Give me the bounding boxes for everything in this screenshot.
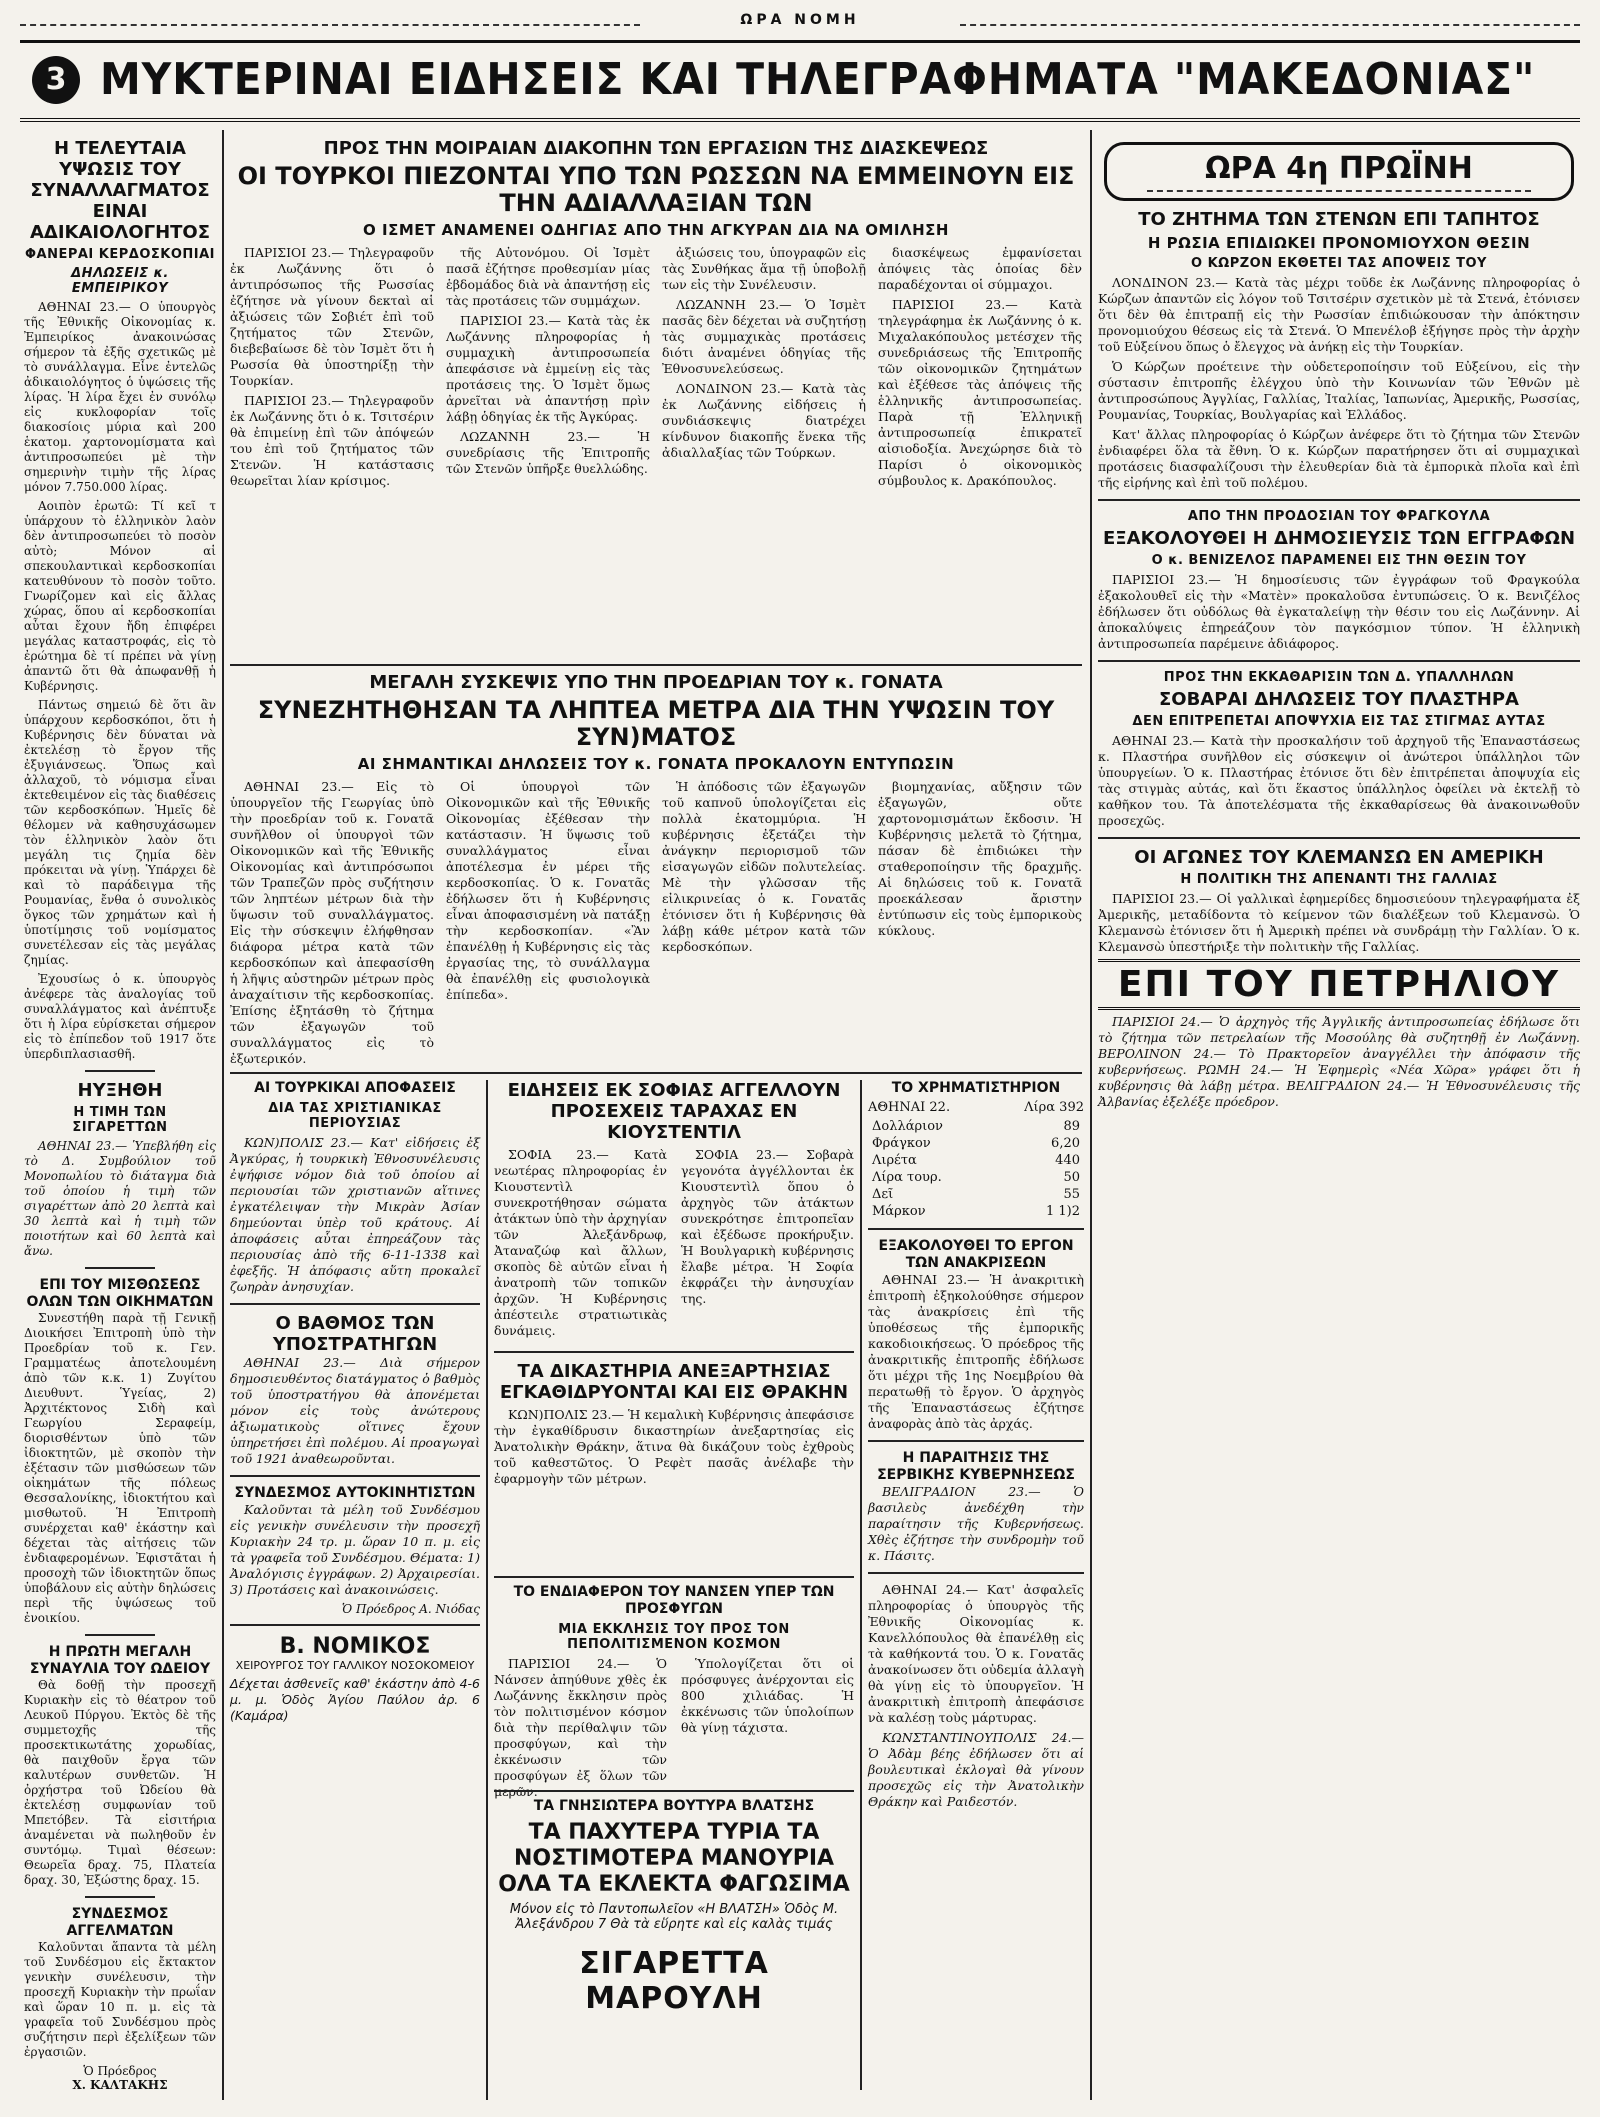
- headline: Ο ΒΑΘΜΟΣ ΤΩΝ ΥΠΟΣΤΡΑΤΗΓΩΝ: [272, 1313, 438, 1355]
- subheadline: Η ΠΟΛΙΤΙΚΗ ΤΗΣ ΑΠΕΝΑΝΤΙ ΤΗΣ ΓΑΛΛΙΑΣ: [1180, 872, 1498, 887]
- article-text: ΛΩΖΑΝΝΗ 23.— Ὁ Ἰσμὲτ πασᾶς δὲν δέχεται νὰ συζητήσῃ τὰς συμμαχικὰς προτάσεις διότι ἀναμένει ὁδηγίας τῆς Ἐθνοσυνελεύσεως.: [662, 297, 866, 376]
- ad-line: ΣΙΓΑΡΕΤΤΑ ΜΑΡΟΥΛΗ: [579, 1946, 769, 2016]
- article-text: ΛΟΝΔΙΝΟΝ 23.— Κατὰ τὰς μέχρι τοῦδε ἐκ Λωζάννης πληροφορίας ὁ Κώρζων ἀπαντῶν εἰς λόγον τοῦ Τσιτσέριν σχετικὸν μὲ τὰ Στενά, ἐτόνισεν ὅτι δὲν θὰ ἐπιτραπῇ εἰς τὴν Ρωσσίαν ἐπιδιώκουσαν τὴν ἀπόκτησιν προνομιούχου θέσεως εἰς τὰ Στενά. Ὁ Μπενέλοβ ἐξήγησε πρὸς τὴν ἀρχὴν τοῦ Εὐξείνου ὅπως ὁ ἔλεγχος νὰ ἀνήκῃ εἰς τὴν Τουρκίαν.: [1098, 275, 1580, 354]
- page-number: 3: [32, 56, 80, 104]
- subheadline: Η ΡΩΣΙΑ ΕΠΙΔΙΩΚΕΙ ΠΡΟΝΟΜΙΟΥΧΟΝ ΘΕΣΙΝ: [1147, 234, 1531, 252]
- article-text: ΛΩΖΑΝΝΗ 23.— Ἡ συνεδρίασις τῆς Ἐπιτροπῆς τῶν Στενῶν ὑπῆρξε θυελλώδης.: [446, 429, 650, 476]
- divider: [85, 1070, 155, 1072]
- divider: [868, 1440, 1084, 1442]
- folio-line: [20, 10, 1580, 43]
- headline: ΕΠΙ ΤΟΥ ΠΕΤΡΗΛΙΟΥ: [1098, 959, 1580, 1010]
- bourse-date: ΑΘΗΝΑΙ 22.: [868, 1100, 951, 1115]
- headline: ΗΥΞΗΘΗ: [77, 1080, 163, 1101]
- currency-rate: 50: [1063, 1170, 1080, 1185]
- article-text: βιομηχανίας, αὔξησιν τῶν ἐξαγωγῶν, οὔτε χαρτονομισμάτων ἔκδοσιν. Ἡ Κυβέρνησις μελετᾶ τὸ ζήτημα, πάσαν δὲ ἐπιδιώκει τὴν σταθεροποίησιν τῆς δραχμῆς. Αἱ δηλώσεις τοῦ κ. Γονατᾶ προεκάλεσαν ἄριστην ἐντύπωσιν εἰς τοὺς ἐμπορικοὺς κύκλους.: [878, 779, 1082, 938]
- signature-title: Ὁ Πρόεδρος: [83, 2064, 157, 2078]
- currency-name: Δολλάριον: [872, 1119, 943, 1134]
- headline: ΣΟΒΑΡΑΙ ΔΗΛΩΣΕΙΣ ΤΟΥ ΠΛΑΣΤΗΡΑ: [1159, 689, 1519, 710]
- center-middle-story: [230, 672, 1082, 1067]
- section-rule: [494, 1790, 854, 1792]
- kicker: ΠΡΟΣ ΤΗΝ ΜΟΙΡΑΙΑΝ ΔΙΑΚΟΠΗΝ ΤΩΝ ΕΡΓΑΣΙΩΝ ΤΗΣ ΔΙΑΣΚΕΨΕΩΣ: [323, 138, 989, 159]
- currency-rate: 55: [1063, 1187, 1080, 1202]
- subheadline: ΔΕΝ ΕΠΙΤΡΕΠΕΤΑΙ ΑΠΟΨΥΧΙΑ ΕΙΣ ΤΑΣ ΣΤΙΓΜΑΣ ΑΥΤΑΣ: [1132, 714, 1546, 729]
- article-text: διασκέψεως ἐμφανίσεται ἀπόψεις τὰς ὁποίας δὲν παραδέχονται οἱ σύμμαχοι.: [878, 245, 1082, 292]
- left-column: [24, 138, 216, 2103]
- subheadline: ΦΑΝΕΡΑΙ ΚΕΡΔΟΣΚΟΠΙΑΙ: [24, 247, 216, 262]
- article-text: ΑΘΗΝΑΙ 23.— Ὑπεβλήθη εἰς τὸ Δ. Συμβούλιον τοῦ Μονοπωλίου τὸ διάταγμα διὰ τοῦ ὁποίου ἡ τιμὴ τῶν σιγαρέττων ἀπὸ 20 λεπτὰ καὶ 30 λεπτὰ καὶ ἡ τιμὴ τῶν ποιοτήτων καὶ 60 λεπτὰ καὶ ἄνω.: [24, 1139, 216, 1258]
- article-text: Καλοῦνται ἅπαντα τὰ μέλη τοῦ Συνδέσμου εἰς ἔκτακτον γενικὴν συνέλευσιν, τὴν προσεχῆ Κυριακὴν τὴν πρωΐαν καὶ ὥραν 10 π. μ. εἰς τὰ γραφεῖα τοῦ Συνδέσμου πρὸς συζήτησιν περὶ ἐξελίξεων τῶν ἐργασιῶν.: [24, 1940, 216, 2059]
- bourse-row: [868, 1135, 1084, 1152]
- doctor-ad: [230, 1634, 480, 1724]
- headline: Η ΠΑΡΑΙΤΗΣΙΣ ΤΗΣ ΣΕΡΒΙΚΗΣ ΚΥΒΕΡΝΗΣΕΩΣ: [877, 1450, 1075, 1483]
- bourse-row: [868, 1186, 1084, 1203]
- article-text: ΚΩΝ)ΠΟΛΙΣ 23.— Κατ' εἰδήσεις ἐξ Ἀγκύρας, ἡ τουρκικὴ Ἐθνοσυνέλευσις ἐψήφισε νόμον διὰ τοῦ ὁποίου αἱ περιουσίαι τῶν χριστιανῶν αἵτινες ἐγκατέλειψαν τὴν Μικρὰν Ἀσίαν δημεύονται ὑπὲρ τοῦ κράτους. Αἱ ἀποφάσεις αὗται ἐπηρεάζουν τὰς περιουσίας ἀπὸ τῆς 6-11-1338 καὶ ἐφεξῆς. Ἡ ἀπόφασις αὕτη προκαλεῖ ζωηρὰν ἀνησυχίαν.: [230, 1135, 480, 1294]
- headline: ΤΟ ΕΝΔΙΑΦΕΡΟΝ ΤΟΥ ΝΑΝΣΕΝ ΥΠΕΡ ΤΩΝ ΠΡΟΣΦΥΓΩΝ: [513, 1584, 835, 1617]
- bourse-headline: ΤΟ ΧΡΗΜΑΤΙΣΤΗΡΙΟΝ: [891, 1080, 1061, 1096]
- currency-rate: 440: [1055, 1153, 1080, 1168]
- article-text: ΛΟΝΔΙΝΟΝ 23.— Κατὰ τὰς ἐκ Λωζάννης εἰδήσεις ἡ συνδιάσκεψις διατρέχει κίνδυνον διακοπῆς ἕνεκα τῆς ἀδιαλλαξίας τῶν Τούρκων.: [662, 381, 866, 460]
- advertisement: [494, 1798, 854, 2098]
- article-text: ΑΘΗΝΑΙ 23.— Κατὰ τὴν προσκαλήσιν τοῦ ἀρχηγοῦ τῆς Ἐπαναστάσεως κ. Πλαστήρα συνῆλθον εἰς σύσκεψιν οἱ ἀνώτεροι ὑπάλληλοι τῶν ὑπουργείων. Ὁ κ. Πλαστήρας ἐτόνισε ὅτι δὲν ἐπιτρέπεται ἀποψυχία εἰς τὰς στιγμὰς αὐτάς, καὶ ὅτι ἕκαστος ὑπάλληλος ὀφείλει νὰ ἐκτελῇ τὸ καθῆκον του. Τὰ ἀποτελέσματα τῆς ἐκκαθαρίσεως θὰ ἀνακοινωθοῦν προσεχῶς.: [1098, 733, 1580, 828]
- article-text: ΠΑΡΙΣΙΟΙ 23.— Οἱ γαλλικαὶ ἐφημερίδες δημοσιεύουν τηλεγραφήματα ἐξ Ἀμερικῆς, μεταδίδοντα τὸ κείμενον τῶν διαλέξεων τοῦ Κλεμανσὼ. Ὁ Κλεμανσὼ ἐτόνισεν ὅτι ἡ Ἀμερικὴ πρέπει νὰ συνδράμῃ τὴν Γαλλίαν. Ὁ κ. Κλεμανσὼ ὑπεστήριξε τὴν πολιτικὴν τῆς Γαλλίας.: [1098, 891, 1580, 954]
- currency-name: Λιρέτα: [872, 1153, 917, 1168]
- edition-box: [1104, 142, 1574, 201]
- kicker: ΠΡΟΣ ΤΗΝ ΕΚΚΑΘΑΡΙΣΙΝ ΤΩΝ Δ. ΥΠΑΛΛΗΛΩΝ: [1163, 670, 1515, 685]
- headline: ΤΟ ΖΗΤΗΜΑ ΤΩΝ ΣΤΕΝΩΝ ΕΠΙ ΤΑΠΗΤΟΣ: [1138, 209, 1540, 230]
- article-text: ΑΘΗΝΑΙ 23.— Διὰ σήμερον δημοσιευθέντος διατάγματος ὁ βαθμὸς τοῦ ὑποστρατήγου θὰ ἀπονέμεται μόνον εἰς τοὺς ἀνώτερους ἀξιωματικοὺς οἵτινες ἔχουν ὑπηρετήσει ἐπὶ πολέμου. Αἱ προαγωγαὶ τοῦ 1921 ἀναθεωροῦνται.: [230, 1355, 480, 1466]
- section-rule: [494, 1576, 854, 1578]
- folio-text: ΩΡΑ ΝΟΜΗ: [740, 12, 860, 28]
- headline: ΑΙ ΤΟΥΡΚΙΚΑΙ ΑΠΟΦΑΣΕΙΣ: [254, 1080, 456, 1096]
- headline-main: ΣΥΝΕΖΗΤΗΘΗΣΑΝ ΤΑ ΛΗΠΤΕΑ ΜΕΤΡΑ ΔΙΑ ΤΗΝ ΥΨΩΣΙΝ ΤΟΥ ΣΥΝ)ΜΑΤΟΣ: [257, 696, 1055, 751]
- bourse-pound: Λίρα 392: [1024, 1100, 1084, 1115]
- kicker: ΜΕΓΑΛΗ ΣΥΣΚΕΨΙΣ ΥΠΟ ΤΗΝ ΠΡΟΕΔΡΙΑΝ ΤΟΥ κ. ΓΟΝΑΤΑ: [369, 672, 943, 693]
- ad-line: ΤΑ ΠΑΧΥΤΕΡΑ ΤΥΡΙΑ ΤΑ ΝΟΣΤΙΜΟΤΕΡΑ ΜΑΝΟΥΡΙΑ ΟΛΑ ΤΑ ΕΚΛΕΚΤΑ ΦΑΓΩΣΙΜΑ: [498, 1820, 850, 1897]
- signature: Ὁ Πρόεδρος Α. Νιόδας: [341, 1602, 480, 1616]
- subheadline: ΔΗΛΩΣΕΙΣ κ. ΕΜΠΕΙΡΙΚΟΥ: [71, 266, 169, 296]
- article-text: Θὰ δοθῇ τὴν προσεχῆ Κυριακὴν εἰς τὸ θέατρον τοῦ Λευκοῦ Πύργου. Ἐκτὸς δὲ τῆς συμμετοχῆς τῆς προσεκτικωτάτης χορωδίας, θὰ παιχθοῦν ἔργα τῶν καλυτέρων συνθετῶν. Ἡ ὀρχήστρα τοῦ Ὠδείου θὰ ἐκτελέσῃ συμφωνίαν τοῦ Μπετόβεν. Τὰ εἰσιτήρια ἀναμένεται νὰ πωληθοῦν ἐν συντόμῳ. Τιμαὶ θέσεων: Θεωρεῖα δραχ. 75, Πλατεία δραχ. 30, Ἐξώστης δραχ. 15.: [24, 1678, 216, 1887]
- divider: [230, 1303, 480, 1305]
- divider: [85, 1267, 155, 1269]
- divider: [85, 1896, 155, 1898]
- subheadline: Ο ΙΣΜΕΤ ΑΝΑΜΕΝΕΙ ΟΔΗΓΙΑΣ ΑΠΟ ΤΗΝ ΑΓΚΥΡΑΝ ΔΙΑ ΝΑ ΟΜΙΛΗΣΗ: [363, 221, 949, 239]
- divider: [1098, 499, 1580, 501]
- currency-name: Λίρα τουρ.: [872, 1170, 942, 1185]
- article-text: ΠΑΡΙΣΙΟΙ 23.— Τηλεγραφοῦν ἐκ Λωζάννης ὅτι ὁ ἀντιπρόσωπος τῆς Ρωσσίας ἐζήτησε νὰ γίνουν δεκταὶ αἱ ἀξιώσεις τῶν Σοβιέτ ἐπὶ τοῦ ζητήματος τῶν Στενῶν, διεβεβαίωσε δὲ τὸν Ἰσμὲτ ὅτι ἡ Ρωσσία θὰ ὑποστηρίξῃ τὴν Τουρκίαν.: [230, 245, 434, 388]
- subheadline: Ο ΚΩΡΖΟΝ ΕΚΘΕΤΕΙ ΤΑΣ ΑΠΟΨΕΙΣ ΤΟΥ: [1191, 256, 1487, 271]
- edition-time: ΩΡΑ 4η ΠΡΩΪΝΗ: [1205, 151, 1473, 186]
- article-text: Οἱ ὑπουργοὶ τῶν Οἰκονομικῶν καὶ τῆς Ἐθνικῆς Οἰκονομίας ἐξέθεσαν τὴν κατάστασιν. Ἡ ὕψωσις τοῦ συναλλάγματος εἶναι ἀποτέλεσμα ἐν μέρει τῆς κερδοσκοπίας. Ὁ κ. Γονατᾶς ἐδήλωσεν ὅτι ἡ Κυβέρνησις εἶναι ἀποφασισμένη νὰ πατάξῃ τὴν κερδοσκοπίαν. «Ἂν ἐπανέλθῃ ἡ Κυβέρνησις εἰς τὰς ἐργασίας της, τὸ συνάλλαγμα θὰ ἐπανέλθῃ εἰς φυσιολογικὰ ἐπίπεδα».: [446, 779, 650, 1002]
- article-text: ΠΑΡΙΣΙΟΙ 23.— Κατὰ τηλεγράφημα ἐκ Λωζάννης ὁ κ. Μιχαλακόπουλος μετέσχεν τῆς συνεδριάσεως τῆς Ἐπιτροπῆς τῶν οἰκονομικῶν ζητημάτων καὶ ἐξέθεσε τὰς ἀπόψεις τῆς ἑλληνικῆς ἀντιπροσωπείας. Παρὰ τῇ Ἑλληνικῇ ἀντιπροσωπείᾳ ἐπικρατεῖ αἰσιοδοξία. Ἀνεχώρησε διὰ τὸ Παρίσι ὁ οἰκονομικὸς σύμβουλος κ. Δρακόπουλος.: [878, 297, 1082, 488]
- article-text: ἀξιώσεις του, ὑπογραφῶν εἰς τὰς Συνθήκας ἅμα τῇ ὑποβολῇ των εἰς τὴν Συνέλευσιν.: [662, 245, 866, 292]
- subheadline: Ο κ. ΒΕΝΙΖΕΛΟΣ ΠΑΡΑΜΕΝΕΙ ΕΙΣ ΤΗΝ ΘΕΣΙΝ ΤΟΥ: [1151, 553, 1527, 568]
- bourse-row: [868, 1203, 1084, 1220]
- headline: ΕΞΑΚΟΛΟΥΘΕΙ ΤΟ ΕΡΓΟΝ ΤΩΝ ΑΝΑΚΡΙΣΕΩΝ: [878, 1238, 1074, 1271]
- divider: [868, 1228, 1084, 1230]
- article-text: Ἐχουσίως ὁ κ. ὑπουργὸς ἀνέφερε τὰς ἀναλογίας τοῦ συναλλάγματος καὶ ἀνέπτυξε ὅτι ἡ λίρα εὑρίσκεται σήμερον εἰς τὸ ἐπίπεδον τοῦ 1917 ὅτε ὑπερδιπλασιασθῆ.: [24, 972, 216, 1061]
- kicker: ΑΠΟ ΤΗΝ ΠΡΟΔΟΣΙΑΝ ΤΟΥ ΦΡΑΓΚΟΥΛΑ: [1187, 509, 1491, 524]
- article-text: Συνεστήθη παρὰ τῇ Γενικῇ Διοικήσει Ἐπιτροπὴ ὑπὸ τὴν Προεδρίαν τοῦ κ. Γεν. Γραμματέως ἀποτελουμένη ἀπὸ τῶν κ.κ. 1) Ζυγίτου Διευθυντ. Ὑγείας, 2) Ἀρχιτέκτονος Σιδὴ καὶ Γεωργίου Σεραφείμ, διορισθέντων ὑπὸ τῶν ἰδιοκτητῶν, μὲ σκοπὸν τὴν ἐξέτασιν τῶν μισθώσεων τῶν οἰκημάτων τῆς πόλεως Θεσσαλονίκης, ἰδιοκτήτου καὶ μισθωτοῦ. Ἡ Ἐπιτροπὴ συνέρχεται καθ' ἑκάστην καὶ δέχεται τὰς αἰτήσεις τῶν ἐνδιαφερομένων. Ἐφιστᾶται ἡ προσοχὴ τῶν ἰδιοκτητῶν ὅπως ὑποβάλουν εἰς αὐτὴν δηλώσεις περὶ τῆς ὑψώσεως τοῦ ἐνοικίου.: [24, 1311, 216, 1625]
- bourse-row: [868, 1118, 1084, 1135]
- column-rule: [486, 1080, 488, 2100]
- article-text: τῆς Αὐτονόμου. Οἱ Ἰσμὲτ πασᾶ ἐζήτησε προθεσμίαν μίας ἑβδομάδος διὰ νὰ ἀπαντήσῃ εἰς τὰς προτάσεις τῶν συμμάχων.: [446, 245, 650, 308]
- page-title: ΜΥΚΤΕΡΙΝΑΙ ΕΙΔΗΣΕΙΣ ΚΑΙ ΤΗΛΕΓΡΑΦΗΜΑΤΑ "ΜΑΚΕΔΟΝΙΑΣ": [100, 54, 1536, 105]
- nansen-story: [494, 1584, 854, 1784]
- doctor-text: Δέχεται ἀσθενεῖς καθ' ἑκάστην ἀπὸ 4-6 μ. μ. Ὁδὸς Ἁγίου Παύλου ἀρ. 6 (Καμάρα): [230, 1676, 480, 1723]
- divider: [494, 1351, 854, 1353]
- subheadline: ΔΙΑ ΤΑΣ ΧΡΙΣΤΙΑΝΙΚΑΣ ΠΕΡΙΟΥΣΙΑΣ: [268, 1101, 442, 1131]
- article-text: Κατ' ἄλλας πληροφορίας ὁ Κώρζων ἀνέφερε ὅτι τὸ ζήτημα τῶν Στενῶν ἐνδιαφέρει ὅλα τὰ ἔθνη. Ὁ κ. Κώρζων παρατήρησεν ὅτι αἱ συμμαχικαὶ προτάσεις διασφαλίζουσι τὴν ἐλευθερίαν διὰ τὰ ἐμπορικὰ πλοῖα καὶ ἐπὶ τῆς εἰρήνης καὶ ἐπὶ τοῦ πολέμου.: [1098, 427, 1580, 490]
- article-text: ΒΕΛΙΓΡΑΔΙΟΝ 23.— Ὁ βασιλεὺς ἀνεδέχθη τὴν παραίτησιν τῆς Κυβερνήσεως. Χθὲς ἐζήτησε τὴν συνδρομὴν τοῦ κ. Πάσιτς.: [868, 1484, 1084, 1563]
- doctor-title: ΧΕΙΡΟΥΡΓΟΣ ΤΟΥ ΓΑΛΛΙΚΟΥ ΝΟΣΟΚΟΜΕΙΟΥ: [235, 1659, 475, 1672]
- article-text: ΣΟΦΙΑ 23.— Κατὰ νεωτέρας πληροφορίας ἐν Κιουστεντὶλ συνεκροτήθησαν σώματα ἀτάκτων ὑπὸ τὴν ἀρχηγίαν τῶν Ἀλεξάνδρωφ, Ἀταναζώφ καὶ ἄλλων, σκοπὸς δὲ αὐτῶν εἶναι ἡ ἀνατροπὴ τῶν τοπικῶν ἀρχῶν. Ἡ Κυβέρνησις ἀπέστειλε στρατιωτικὰς δυνάμεις.: [494, 1147, 667, 1338]
- currency-rate: 6,20: [1051, 1136, 1080, 1151]
- subheadline: ΜΙΑ ΕΚΚΛΗΣΙΣ ΤΟΥ ΠΡΟΣ ΤΟΝ ΠΕΠΟΛΙΤΙΣΜΕΝΟΝ ΚΟΣΜΟΝ: [558, 1622, 790, 1652]
- right-column: [1098, 138, 1580, 2103]
- ad-line: ΤΑ ΓΝΗΣΙΩΤΕΡΑ ΒΟΥΤΥΡΑ ΒΛΑΤΣΗΣ: [533, 1798, 815, 1814]
- bourse-table: [868, 1118, 1084, 1220]
- doctor-name: Β. ΝΟΜΙΚΟΣ: [279, 1634, 431, 1659]
- article-text: Ὁ Κώρζων προέτεινε τὴν οὐδετεροποίησιν τοῦ Εὐξείνου, εἰς τὴν σύστασιν ἐπιτροπῆς ἐλέγχου ὑπὸ τὴν Κοινωνίαν τῶν Ἐθνῶν μὲ ἀντιπροσώπους Ἀγγλίας, Γαλλίας, Ἰταλίας, Ἰαπωνίας, Ἀμερικῆς, Ρωσσίας, Ρουμανίας, Τουρκίας, Βουλγαρίας καὶ Ἑλλάδος.: [1098, 359, 1580, 422]
- headline: ΣΥΝΔΕΣΜΟΣ ΑΥΤΟΚΙΝΗΤΙΣΤΩΝ: [234, 1485, 476, 1501]
- article-text: ΠΑΡΙΣΙΟΙ 23.— Τηλεγραφοῦν ἐκ Λωζάννης ὅτι ὁ κ. Τσιτσέριν θὰ ἐπιμείνῃ ἐπὶ τῶν ἀπόψεών του ἐπὶ τοῦ ζητήματος τῶν Στενῶν. Ἡ κατάστασις θεωρεῖται λίαν κρίσιμος.: [230, 393, 434, 488]
- divider: [85, 1634, 155, 1636]
- column-rule: [222, 130, 224, 2100]
- article-text: ΑΘΗΝΑΙ 23.— Ο ὑπουργὸς τῆς Ἐθνικῆς Οἰκονομίας κ. Ἐμπειρίκος ἀνακοινώσας σήμερον τὰ ἐξῆς σχετικῶς μὲ τὸ συνάλλαγμα. Εἶνε ἐντελῶς ἀδικαιολόγητος ὁ ὑψώσεις τῆς λίρας. Ἡ λίρα ἔχει ἐν συνόλῳ εἰς κυκλοφορίαν τοῖς διακοσίοις μύρια καὶ 200 ἑκατομ. χαρτονομίσματα καὶ ἀντιπροσωπεύει μὲ τὴν σημερινὴν τιμὴν τῆς λίρας μόνον 7.750.000 λίρας.: [24, 300, 216, 494]
- currency-rate: 89: [1063, 1119, 1080, 1134]
- headline: ΕΠΙ ΤΟΥ ΜΙΣΘΩΣΕΩΣ ΟΛΩΝ ΤΩΝ ΟΙΚΗΜΑΤΩΝ: [26, 1277, 214, 1310]
- headline: ΣΥΝΔΕΣΜΟΣ ΑΓΓΕΛΜΑΤΩΝ: [66, 1906, 174, 1939]
- ad-line: Μόνον εἰς τὸ Παντοπωλεῖον «Η ΒΛΑΤΣΗ» Ὁδὸς Μ. Ἀλεξάνδρου 7 Θὰ τὰ εὕρητε καὶ εἰς καλὰς τιμάς: [509, 1902, 839, 1932]
- divider: [230, 1624, 480, 1626]
- center-lower-col-a: [230, 1080, 480, 2100]
- column-rule: [1090, 130, 1092, 2100]
- article-text: ΚΩΝΣΤΑΝΤΙΝΟΥΠΟΛΙΣ 24.— Ὁ Ἀδὰμ βέης ἐδήλωσεν ὅτι αἱ βουλευτικαὶ ἐκλογαὶ θὰ γίνουν προσεχῶς εἰς τὴν Ἀνατολικὴν Θράκην καὶ Ραιδεστόν.: [868, 1730, 1084, 1809]
- currency-name: Δεῖ: [872, 1187, 894, 1202]
- masthead: [20, 48, 1580, 122]
- article-text: ΑΘΗΝΑΙ 23.— Ἡ ἀνακριτικὴ ἐπιτροπὴ ἐξηκολούθησε σήμερον τὰς ἀνακρίσεις ἐπὶ τῆς ὑποθέσεως τῆς ἐμπορικῆς κακοδιοικήσεως. Ὁ πρόεδρος τῆς ἀνακριτικῆς ἐπιτροπῆς ἐδήλωσε ὅτι μέχρι τῆς 1ης Νοεμβρίου θὰ περατωθῇ τὸ ἔργον. Ὁ ἀρχηγὸς τῆς Ἐπαναστάσεως ἐζήτησε ἀναφορὰς ἀπὸ τὰς ἀρχάς.: [868, 1272, 1084, 1431]
- center-lower-col-b: [494, 1080, 854, 1570]
- bourse-row: [868, 1169, 1084, 1186]
- headline: ΟΙ ΑΓΩΝΕΣ ΤΟΥ ΚΛΕΜΑΝΣΩ ΕΝ ΑΜΕΡΙΚΗ: [1134, 847, 1544, 868]
- subheadline: Η ΤΙΜΗ ΤΩΝ ΣΙΓΑΡΕΤΤΩΝ: [72, 1105, 168, 1135]
- article-text: ΚΩΝ)ΠΟΛΙΣ 23.— Ἡ κεμαλικὴ Κυβέρνησις ἀπεφάσισε τὴν ἐγκαθίδρυσιν δικαστηρίων ἀνεξαρτησίας εἰς Ἀνατολικὴν Θράκην, ἅτινα θὰ δικάζουν τοὺς ἐχθροὺς τοῦ καθεστῶτος. Ὁ Ρεφὲτ πασᾶς ἀνέλαβε τὴν ἐφαρμογὴν τῶν μέτρων.: [494, 1407, 854, 1486]
- article-text: ΠΑΡΙΣΙΟΙ 24.— Ὁ ἀρχηγὸς τῆς Ἀγγλικῆς ἀντιπροσωπείας ἐδήλωσε ὅτι τὸ ζήτημα τῶν πετρελαίων τῆς Μοσούλης θὰ συζητηθῇ ἐν Λωζάννῃ. ΒΕΡΟΛΙΝΟΝ 24.— Τὸ Πρακτορεῖον ἀναγγέλλει τὴν ἀπόφασιν τῆς κυβερνήσεως. ΡΩΜΗ 24.— Ἡ Ἐφημερὶς «Νέα Χῶρα» γράφει ὅτι ἡ κυβέρνησις θὰ λάβῃ μέτρα. ΒΕΛΙΓΡΑΔΙΟΝ 24.— Ἡ Ἐθνοσυνέλευσις τῆς Ἀλβανίας ἐξελέξε πρόεδρον.: [1098, 1014, 1580, 1109]
- currency-name: Μάρκον: [872, 1204, 926, 1219]
- headline: ΕΞΑΚΟΛΟΥΘΕΙ Η ΔΗΜΟΣΙΕΥΣΙΣ ΤΩΝ ΕΓΓΡΑΦΩΝ: [1102, 528, 1576, 549]
- article-text: ΠΑΡΙΣΙΟΙ 23.— Ἡ δημοσίευσις τῶν ἐγγράφων τοῦ Φραγκούλα ἐξακολουθεῖ εἰς τὴν «Ματὲν» προκαλοῦσα ἐντυπώσεις. Ὁ κ. Βενιζέλος ἐδήλωσεν ὅτι οὐδόλως θὰ ἐγκαταλείψῃ τὴν θέσιν του εἰς Λωζάννην. Αἱ ἀποκαλύψεις ἐπηρεάζουν τὸν παγκόσμιον τύπον. Ἡ ἑλληνικὴ ἀντιπροσωπεία παρέμεινε ἀδιάφορος.: [1098, 572, 1580, 651]
- section-rule: [230, 1072, 1082, 1074]
- divider: [230, 1475, 480, 1477]
- currency-rate: 1 1)2: [1045, 1204, 1080, 1219]
- center-top-story: [230, 138, 1082, 658]
- article-text: ΣΟΦΙΑ 23.— Σοβαρὰ γεγονότα ἀγγέλλονται ἐκ Κιουστεντὶλ ὅπου ὁ ἀρχηγὸς τῶν ἀτάκτων συνεκρότησε ἐπιτροπεῖαν καὶ ἐξέδωσε προκήρυξιν. Ἡ Βουλγαρικὴ κυβέρνησις ἔλαβε μέτρα. Ἡ Σοφία ἐκφράζει τὴν ἀνησυχίαν της.: [681, 1147, 854, 1306]
- ornament: [1147, 190, 1531, 192]
- headline: ΕΙΔΗΣΕΙΣ ΕΚ ΣΟΦΙΑΣ ΑΓΓΕΛΛΟΥΝ ΠΡΟΣΕΧΕΙΣ ΤΑΡΑΧΑΣ ΕΝ ΚΙΟΥΣΤΕΝΤΙΛ: [507, 1080, 841, 1143]
- signature-name: Χ. ΚΑΛΤΑΚΗΣ: [72, 2078, 168, 2092]
- section-rule: [230, 664, 1082, 666]
- article-text: Ἡ ἀπόδοσις τῶν ἐξαγωγῶν τοῦ καπνοῦ ὑπολογίζεται εἰς πολλὰ ἑκατομμύρια. Ἡ κυβέρνησις ἐξετάζει τὴν ἀνάγκην περιορισμοῦ τῶν εἰσαγωγῶν εἰδῶν πολυτελείας. Μὲ τὴν γλῶσσαν τῆς εἰλικρινείας ὁ κ. Γονατᾶς ἐτόνισεν ὅτι ἡ Κυβέρνησις θὰ λάβῃ κάθε μέτρον κατὰ τῶν κερδοσκόπων.: [662, 779, 866, 954]
- center-lower-col-c: [868, 1080, 1084, 2100]
- article-text: ΠΑΡΙΣΙΟΙ 23.— Κατὰ τὰς ἐκ Λωζάννης πληροφορίας ἡ συμμαχικὴ ἀντιπροσωπεία ἀπεφάσισε νὰ ἐμμείνῃ εἰς τὰς προτάσεις της. Ὁ Ἰσμὲτ ὅμως ἀρνεῖται νὰ ἀπαντήσῃ πρὶν λάβῃ ὁδηγίας ἐκ τῆς Ἀγκύρας.: [446, 313, 650, 424]
- article-text: ΑΘΗΝΑΙ 23.— Εἰς τὸ ὑπουργεῖον τῆς Γεωργίας ὑπὸ τὴν προεδρίαν τοῦ κ. Γονατᾶ συνῆλθον οἱ ὑπουργοὶ τῶν Οἰκονομικῶν καὶ τῆς Ἐθνικῆς Οἰκονομίας καὶ ἀντιπρόσωποι τῶν Τραπεζῶν πρὸς συζήτησιν τῶν ληπτέων μέτρων διὰ τὴν ὕψωσιν τοῦ συναλλάγματος. Εἰς τὴν σύσκεψιν ἐλήφθησαν διάφορα μέτρα κατὰ τῶν κερδοσκόπων καὶ ἀπεφασίσθη ἡ λῆψις αὐστηρῶν μέτρων πρὸς ἀναχαίτισιν τῆς κερδοσκοπίας. Ἐπίσης ἐξητάσθη τὸ ζήτημα τῶν ἐξαγωγῶν τοῦ συναλλάγματος εἰς τὸ ἐξωτερικόν.: [230, 779, 434, 1066]
- column-rule: [860, 1080, 862, 2090]
- article-text: Καλοῦνται τὰ μέλη τοῦ Συνδέσμου εἰς γενικὴν συνέλευσιν τὴν προσεχῆ Κυριακὴν 24 τρ. μ. ὥραν 10 π. μ. εἰς τὰ γραφεῖα τοῦ Συνδέσμου. Θέματα: 1) Ἀναλόγισις ἐγγράφων. 2) Ἀρχαιρεσίαι. 3) Προτάσεις καὶ ἀνακοινώσεις.: [230, 1502, 480, 1597]
- subheadline: ΑΙ ΣΗΜΑΝΤΙΚΑΙ ΔΗΛΩΣΕΙΣ ΤΟΥ κ. ΓΟΝΑΤΑ ΠΡΟΚΑΛΟΥΝ ΕΝΤΥΠΩΣΙΝ: [357, 755, 955, 773]
- article-text: Πάντως σημειώ δὲ ὅτι ἂν ὑπάρχουν κερδοσκόποι, ὅτι ἡ Κυβέρνησις δὲν δύναται νὰ ἐκτελέσῃ τὸ ἔργον τῆς ἐξυγιάνσεως. Ὅπως καὶ ἀλλαχοῦ, τὸ νόμισμα εἶναι ἐκτεθειμένον εἰς τὰς διαθέσεις τῶν κερδοσκόπων. Ἡμεῖς δὲ θέλομεν νὰ καθησυχάσωμεν τὸν ἑλληνικὸν λαὸν ὅτι μεγάλη τις ζημία δὲν πρόκειται νὰ γίνῃ. Ὑπάρχει δὲ καὶ τὸ παράδειγμα τῆς Ρουμανίας, ἔνθα ὁ συνολικὸς ὅγκος τῶν χρημάτων καὶ ἡ ὑποτίμησις τοῦ νομίσματος συνετέλεσαν εἰς τὰς μεγάλας ζημίας.: [24, 698, 216, 967]
- currency-name: Φράγκον: [872, 1136, 931, 1151]
- headline: Η ΠΡΩΤΗ ΜΕΓΑΛΗ ΣΥΝΑΥΛΙΑ ΤΟΥ ΩΔΕΙΟΥ: [29, 1644, 211, 1677]
- headline: ΤΑ ΔΙΚΑΣΤΗΡΙΑ ΑΝΕΞΑΡΤΗΣΙΑΣ ΕΓΚΑΘΙΔΡΥΟΝΤΑΙ ΚΑΙ ΕΙΣ ΘΡΑΚΗΝ: [499, 1361, 849, 1403]
- headline-main: ΟΙ ΤΟΥΡΚΟΙ ΠΙΕΖΟΝΤΑΙ ΥΠΟ ΤΩΝ ΡΩΣΣΩΝ ΝΑ ΕΜΜΕΙΝΟΥΝ ΕΙΣ ΤΗΝ ΑΔΙΑΛΛΑΞΙΑΝ ΤΩΝ: [237, 162, 1075, 217]
- divider: [1098, 837, 1580, 839]
- article-text: ΑΘΗΝΑΙ 24.— Κατ' ἀσφαλεῖς πληροφορίας ὁ ὑπουργὸς τῆς Ἐθνικῆς Οἰκονομίας κ. Κανελλόπουλος θὰ ἐπανέλθῃ εἰς τὰ καθήκοντά του. Ὁ κ. Γονατᾶς ἀνακοίνωσεν ὅτι οὐδεμία ἀλλαγὴ θὰ γίνῃ εἰς τὸ ὑπουργεῖον. Ἡ ἀνακριτικὴ ἐπιτροπὴ ἀπεφάσισε νὰ καλέσῃ τοὺς μάρτυρας.: [868, 1582, 1084, 1725]
- divider: [868, 1572, 1084, 1574]
- article-text: Αοιπὸν ἐρωτῶ: Τί κεῖ τ ὑπάρχουν τὸ ἑλληνικὸν λαὸν δὲν ἀντιπροσωπεύει τὸ ποσὸν αὐτὸ; Μόνον αἱ σπεκουλαντικαὶ κερδοσκοπίαι κατευθύνουν τὸ ποσὸν τοῦτο. Γνωρίζομεν καὶ εἰς ἄλλας χώρας, ὅπου αἱ κερδοσκοπίαι αὗται ἔχουν ἤδη ἐπιφέρει μεγάλας καταστροφάς, εἰς τὸ ἐρώτημα δὲ τί πρέπει νὰ γίνῃ ἀπαντῶ ὅτι θὰ ἀπωφανθῇ ἡ Κυβέρνησις.: [24, 499, 216, 693]
- article-text: Ὑπολογίζεται ὅτι οἱ πρόσφυγες ἀνέρχονται εἰς 800 χιλιάδας. Ἡ ἐκκένωσις τῶν ὑπολοίπων θὰ γίνῃ τάχιστα.: [681, 1656, 854, 1735]
- article-text: ΠΑΡΙΣΙΟΙ 24.— Ὁ Νάνσεν ἀπηύθυνε χθὲς ἐκ Λωζάννης ἔκκλησιν πρὸς τὸν πολιτισμένον κόσμον διὰ τὴν περίθαλψιν τῶν προσφύγων, καὶ τὴν ἐκκένωσιν τῶν προσφύγων ἐξ ὅλων τῶν: [494, 1656, 667, 1783]
- headline: Η ΤΕΛΕΥΤΑΙΑ ΥΨΩΣΙΣ ΤΟΥ ΣΥΝΑΛΛΑΓΜΑΤΟΣ ΕΙΝΑΙ ΑΔΙΚΑΙΟΛΟΓΗΤΟΣ: [29, 138, 211, 243]
- bourse-row: [868, 1152, 1084, 1169]
- divider: [1098, 660, 1580, 662]
